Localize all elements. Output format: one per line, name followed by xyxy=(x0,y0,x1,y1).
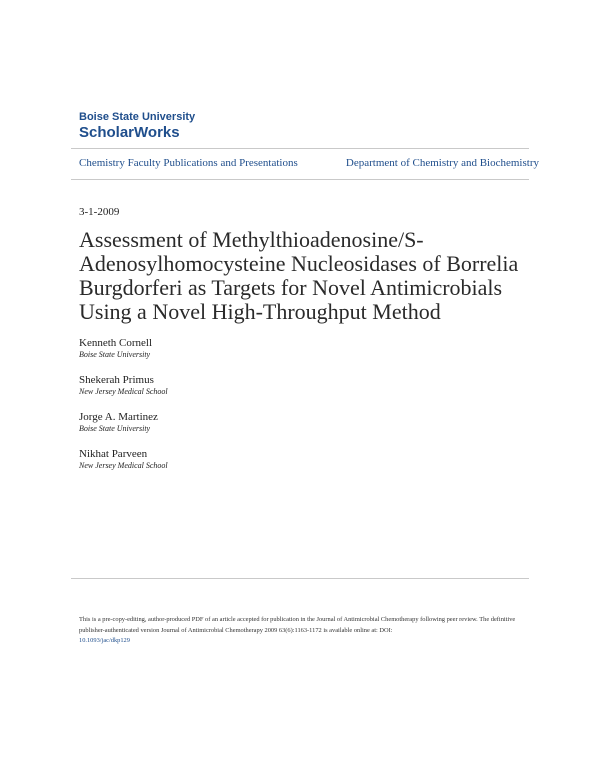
notice-text: This is a pre-copy-editing, author-produced PDF of an article accepted for publication in the Journal of Antimicrobial Chemotherapy following peer review. The definitive publisher-authenticated version Journal of Antimicrobial Chemotherapy 2009 63(6):1163-1172 is available online at: DOI: xyxy=(79,616,516,634)
author-name: Jorge A. Martinez xyxy=(79,411,158,423)
author-affiliation: Boise State University xyxy=(79,424,151,433)
author-affiliation: New Jersey Medical School xyxy=(79,461,168,470)
author-name: Kenneth Cornell xyxy=(79,337,153,349)
author-affiliation: New Jersey Medical School xyxy=(79,387,168,396)
collection-link-chemistry-faculty[interactable]: Chemistry Faculty Publications and Presentations xyxy=(79,157,298,169)
repository-header xyxy=(79,111,195,142)
doi-link[interactable]: 10.1093/jac/dkp129 xyxy=(79,637,130,644)
header-divider-top xyxy=(71,148,529,149)
author-entry xyxy=(79,411,519,434)
collection-link-department[interactable]: Department of Chemistry and Biochemistry xyxy=(345,157,539,169)
collections-bar xyxy=(79,155,539,173)
author-entry xyxy=(79,337,519,360)
paper-title: Assessment of Methylthioadenosine/S-Adenosylhomocysteine Nucleosidases of Borrelia Burgdorferi as Targets for Novel Antimicrobials Using a Novel High-Throughput Method xyxy=(79,227,519,324)
author-list xyxy=(79,337,519,485)
repository-name[interactable]: ScholarWorks xyxy=(79,124,180,141)
publication-date: 3-1-2009 xyxy=(79,206,120,218)
author-name: Shekerah Primus xyxy=(79,374,154,386)
header-divider-bottom xyxy=(71,179,529,180)
author-name: Nikhat Parveen xyxy=(79,448,148,460)
author-entry xyxy=(79,448,519,471)
author-entry xyxy=(79,374,519,397)
institution-name[interactable]: Boise State University xyxy=(79,111,196,123)
notice-divider xyxy=(71,578,529,579)
publication-notice xyxy=(79,615,524,647)
author-affiliation: Boise State University xyxy=(79,350,151,359)
